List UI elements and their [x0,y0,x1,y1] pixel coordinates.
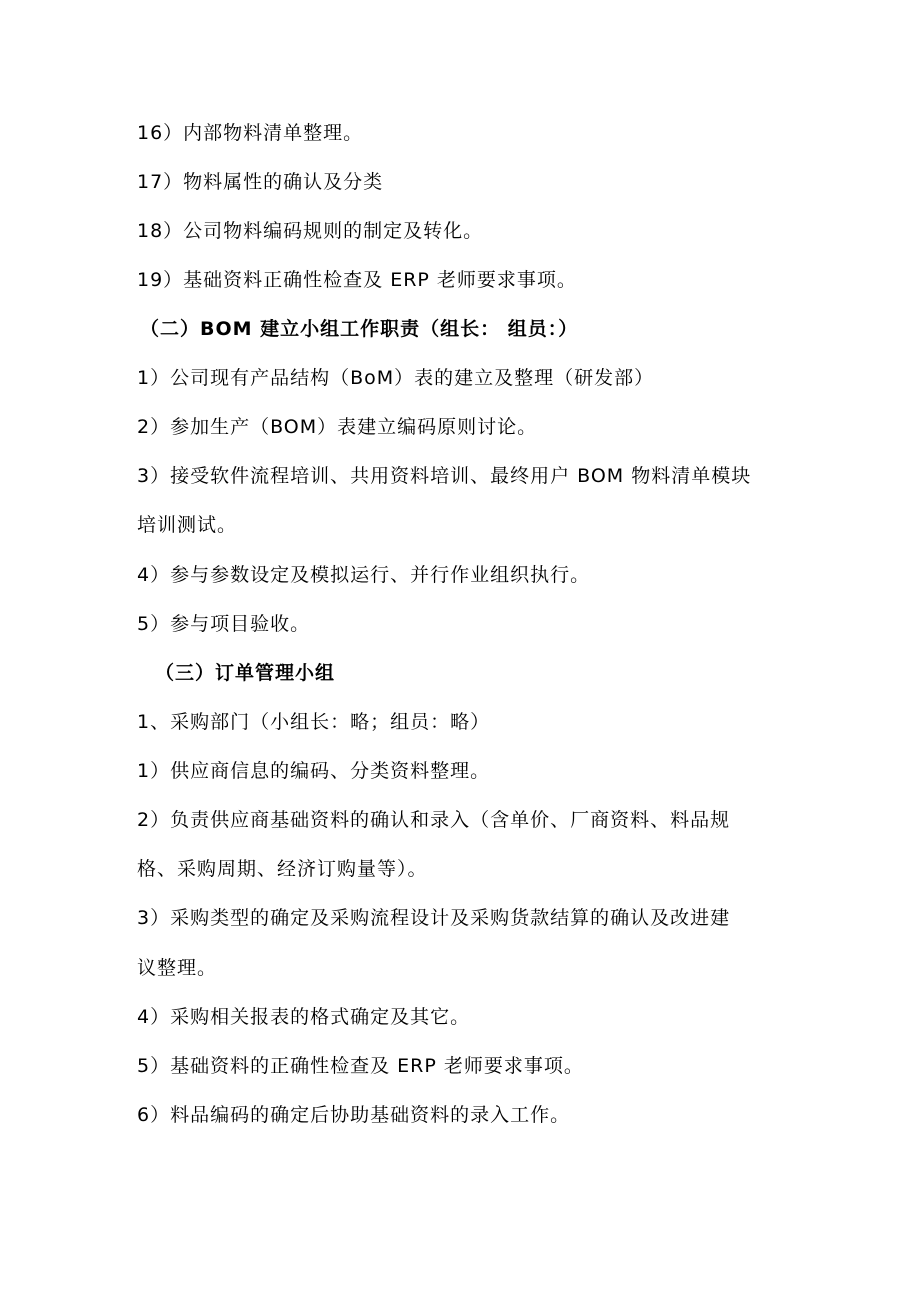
list-item-purchase-2-continued: 格、采购周期、经济订购量等）。 [137,858,428,880]
subsection-purchasing: 1、采购部门（小组长：略；组员：略） [137,711,491,733]
list-item-bom-4: 4）参与参数设定及模拟运行、并行作业组织执行。 [137,564,591,586]
list-item-purchase-3: 3）采购类型的确定及采购流程设计及采购货款结算的确认及改进建 [137,907,731,929]
list-item-purchase-2: 2）负责供应商基础资料的确认和录入（含单价、厂商资料、料品规 [137,809,731,831]
list-item-17: 17）物料属性的确认及分类 [137,171,384,193]
list-item-bom-5: 5）参与项目验收。 [137,613,311,635]
list-item-purchase-4: 4）采购相关报表的格式确定及其它。 [137,1006,471,1028]
list-item-purchase-1: 1）供应商信息的编码、分类资料整理。 [137,760,491,782]
list-item-18: 18）公司物料编码规则的制定及转化。 [137,220,484,242]
section-heading-order: （三）订单管理小组 [155,662,336,684]
list-item-purchase-3-continued: 议整理。 [137,957,218,979]
list-item-bom-1: 1）公司现有产品结构（BoM）表的建立及整理（研发部） [137,367,655,389]
list-item-purchase-6: 6）料品编码的确定后协助基础资料的录入工作。 [137,1104,571,1126]
list-item-bom-3: 3）接受软件流程培训、共用资料培训、最终用户 BOM 物料清单模块 [137,465,752,487]
list-item-bom-3-continued: 培训测试。 [137,514,238,536]
list-item-purchase-5: 5）基础资料的正确性检查及 ERP 老师要求事项。 [137,1055,584,1077]
list-item-16: 16）内部物料清单整理。 [137,122,364,144]
list-item-19: 19）基础资料正确性检查及 ERP 老师要求事项。 [137,269,577,291]
section-heading-bom: （二）BOM 建立小组工作职责（组长： 组员：） [140,318,579,340]
list-item-bom-2: 2）参加生产（BOM）表建立编码原则讨论。 [137,416,538,438]
